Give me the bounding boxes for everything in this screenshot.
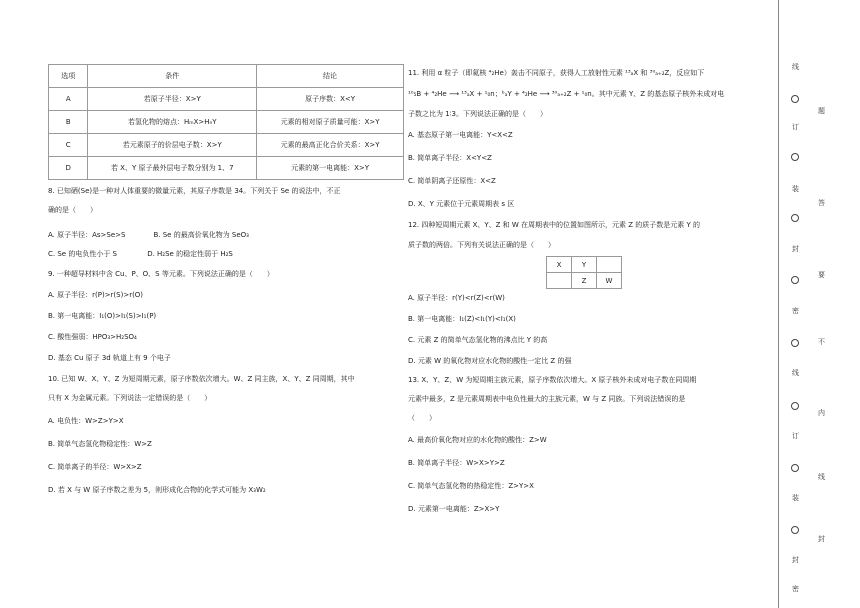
table-cell: 若氢化物的熔点：HₘX>HₙY	[88, 111, 257, 134]
binding-hole-icon	[791, 153, 799, 161]
answer-option: D. 元素 W 的氧化物对应水化物的酸性一定比 Z 的强	[408, 357, 572, 365]
table-cell: Y	[572, 257, 597, 273]
answer-option: A. 原子半径：r(Y)<r(Z)<r(W)	[408, 294, 505, 302]
margin-warning-char: 不	[818, 338, 825, 346]
question-text: 确的是（ ）	[48, 206, 97, 214]
table-cell: 元素的最高正化合价关系：X>Y	[257, 134, 404, 157]
question-text: 元素中最多，Z 是元素周期表中电负性最大的主族元素，W 与 Z 同族。下列说法错误的是	[408, 395, 686, 403]
answer-option: C. 简单阴离子还原性：X<Z	[408, 177, 496, 185]
table-cell: C	[49, 134, 88, 157]
left-column	[48, 64, 404, 495]
margin-mark: 订	[792, 432, 799, 440]
margin-mark: 封	[792, 245, 799, 253]
table-cell	[597, 257, 622, 273]
table-cell: 若 X、Y 原子最外层电子数分别为 1、7	[88, 157, 257, 180]
margin-mark: 封	[792, 556, 799, 564]
binding-hole-icon	[791, 276, 799, 284]
table-header: 选项	[49, 65, 88, 88]
answer-option: A. 最高价氧化物对应的水化物的酸性：Z>W	[408, 436, 547, 444]
question-text: 9. 一种超导材料中含 Cu、P、O、S 等元素。下列说法正确的是（ ）	[48, 270, 274, 278]
margin-warning-char: 封	[818, 535, 825, 543]
table-cell: D	[49, 157, 88, 180]
answer-option: A. 原子半径：As>Se>S B. Se 的最高价氧化物为 SeO₃	[48, 231, 249, 239]
margin-mark: 订	[792, 123, 799, 131]
table-header-row	[49, 65, 404, 88]
binding-hole-icon	[791, 526, 799, 534]
table-row	[547, 257, 622, 273]
binding-hole-icon	[791, 214, 799, 222]
answer-option: C. 简单气态氢化物的热稳定性：Z>Y>X	[408, 482, 534, 490]
question-text: 质子数的两倍。下列有关说法正确的是（ ）	[408, 241, 555, 249]
question-text: 8. 已知硒(Se)是一种对人体重要的微量元素，其原子序数是 34。下列关于 Se 的说法中，不正	[48, 187, 341, 195]
table-header: 结论	[257, 65, 404, 88]
table-row	[547, 273, 622, 289]
binding-hole-icon	[791, 464, 799, 472]
table-cell: X	[547, 257, 572, 273]
binding-hole-icon	[791, 95, 799, 103]
answer-option: C. Se 的电负性小于 S D. H₂Se 的稳定性弱于 H₂S	[48, 250, 233, 258]
table-cell: 原子序数：X<Y	[257, 88, 404, 111]
table-cell: 元素的相对原子质量可能：X>Y	[257, 111, 404, 134]
table-cell: 元素的第一电离能：X>Y	[257, 157, 404, 180]
answer-option: D. 基态 Cu 原子 3d 轨道上有 9 个电子	[48, 354, 171, 362]
binding-hole-icon	[791, 339, 799, 347]
question-text: 11. 利用 α 粒子（即氦核 ⁴₂He）轰击不同原子，获得人工放射性元素 ¹³ₐX 和 ³⁰ₐ₊₂Z，反应如下	[408, 69, 705, 77]
table-row	[49, 111, 404, 134]
question-text: 13. X、Y、Z、W 为短周期主族元素，原子序数依次增大。X 原子核外未成对电子数在同周期	[408, 376, 697, 384]
answer-option: B. 简单离子半径：W>X>Y>Z	[408, 459, 505, 467]
margin-mark: 密	[792, 307, 799, 315]
question-text: 12. 四种短周期元素 X、Y、Z 和 W 在周期表中的位置如图所示，元素 Z 的质子数是元素 Y 的	[408, 221, 701, 229]
table-cell: W	[597, 273, 622, 289]
question-text: 只有 X 为金属元素。下列说法一定错误的是（ ）	[48, 394, 212, 402]
answer-option: D. 元素第一电离能：Z>X>Y	[408, 505, 500, 513]
binding-margin-line	[778, 0, 779, 608]
periodic-position-table	[546, 256, 622, 289]
table-cell	[547, 273, 572, 289]
answer-option: C. 简单离子的半径：W>X>Z	[48, 463, 142, 471]
answer-option: D. X、Y 元素位于元素周期表 s 区	[408, 200, 515, 208]
answer-option: B. 第一电离能：I₁(O)>I₁(S)>I₁(P)	[48, 312, 157, 320]
answer-option: B. 第一电离能：I₁(Z)<I₁(Y)<I₁(X)	[408, 315, 516, 323]
right-column	[408, 68, 768, 514]
answer-option: A. 原子半径：r(P)>r(S)>r(O)	[48, 291, 144, 299]
answer-option: C. 元素 Z 的简单气态氢化物的沸点比 Y 的高	[408, 336, 548, 344]
table-cell: 若原子半径：X>Y	[88, 88, 257, 111]
margin-mark: 装	[792, 185, 799, 193]
margin-mark: 线	[792, 369, 799, 377]
answer-option: B. 简单离子半径：X<Y<Z	[408, 154, 492, 162]
answer-option: A. 电负性：W>Z>Y>X	[48, 417, 124, 425]
table-row	[49, 134, 404, 157]
table-cell: B	[49, 111, 88, 134]
question-text: （ ）	[408, 414, 436, 422]
question-text: 10. 已知 W、X、Y、Z 为短周期元素，原子序数依次增大。W、Z 同主族，X、Y、Z 同周期，其中	[48, 375, 355, 383]
answer-option: B. 简单气态氢化物稳定性：W>Z	[48, 440, 152, 448]
margin-warning-char: 要	[818, 271, 825, 279]
table-cell: Z	[572, 273, 597, 289]
margin-mark: 装	[792, 494, 799, 502]
table-row	[49, 157, 404, 180]
answer-option: C. 酸性强弱：HPO₃>H₂SO₄	[48, 333, 137, 341]
margin-warning-char: 内	[818, 409, 825, 417]
margin-warning-char: 题	[818, 107, 825, 115]
table-cell: 若元素原子的价层电子数：X>Y	[88, 134, 257, 157]
margin-warning-char: 答	[818, 199, 825, 207]
answer-option: A. 基态原子第一电离能：Y<X<Z	[408, 131, 513, 139]
table-row	[49, 88, 404, 111]
table-cell: A	[49, 88, 88, 111]
binding-hole-icon	[791, 402, 799, 410]
answer-option: D. 若 X 与 W 原子序数之差为 5，则形成化合物的化学式可能为 X₃W₂	[48, 486, 266, 494]
margin-warning-char: 线	[818, 473, 825, 481]
question-text: 子数之比为 1∶3。下列说法正确的是（ ）	[408, 110, 547, 118]
table-header: 条件	[88, 65, 257, 88]
options-table	[48, 64, 404, 180]
margin-mark: 密	[792, 585, 799, 593]
reaction-equation: ¹⁰₅B + ⁴₂He ⟶ ¹³ₐX + ¹₀n；ᵇₐY + ⁴₂He ⟶ ³⁰ₐ₊₂Z + ¹₀n。其中元素 Y、Z 的基态原子核外未成对电	[408, 90, 725, 98]
margin-mark: 线	[792, 63, 799, 71]
